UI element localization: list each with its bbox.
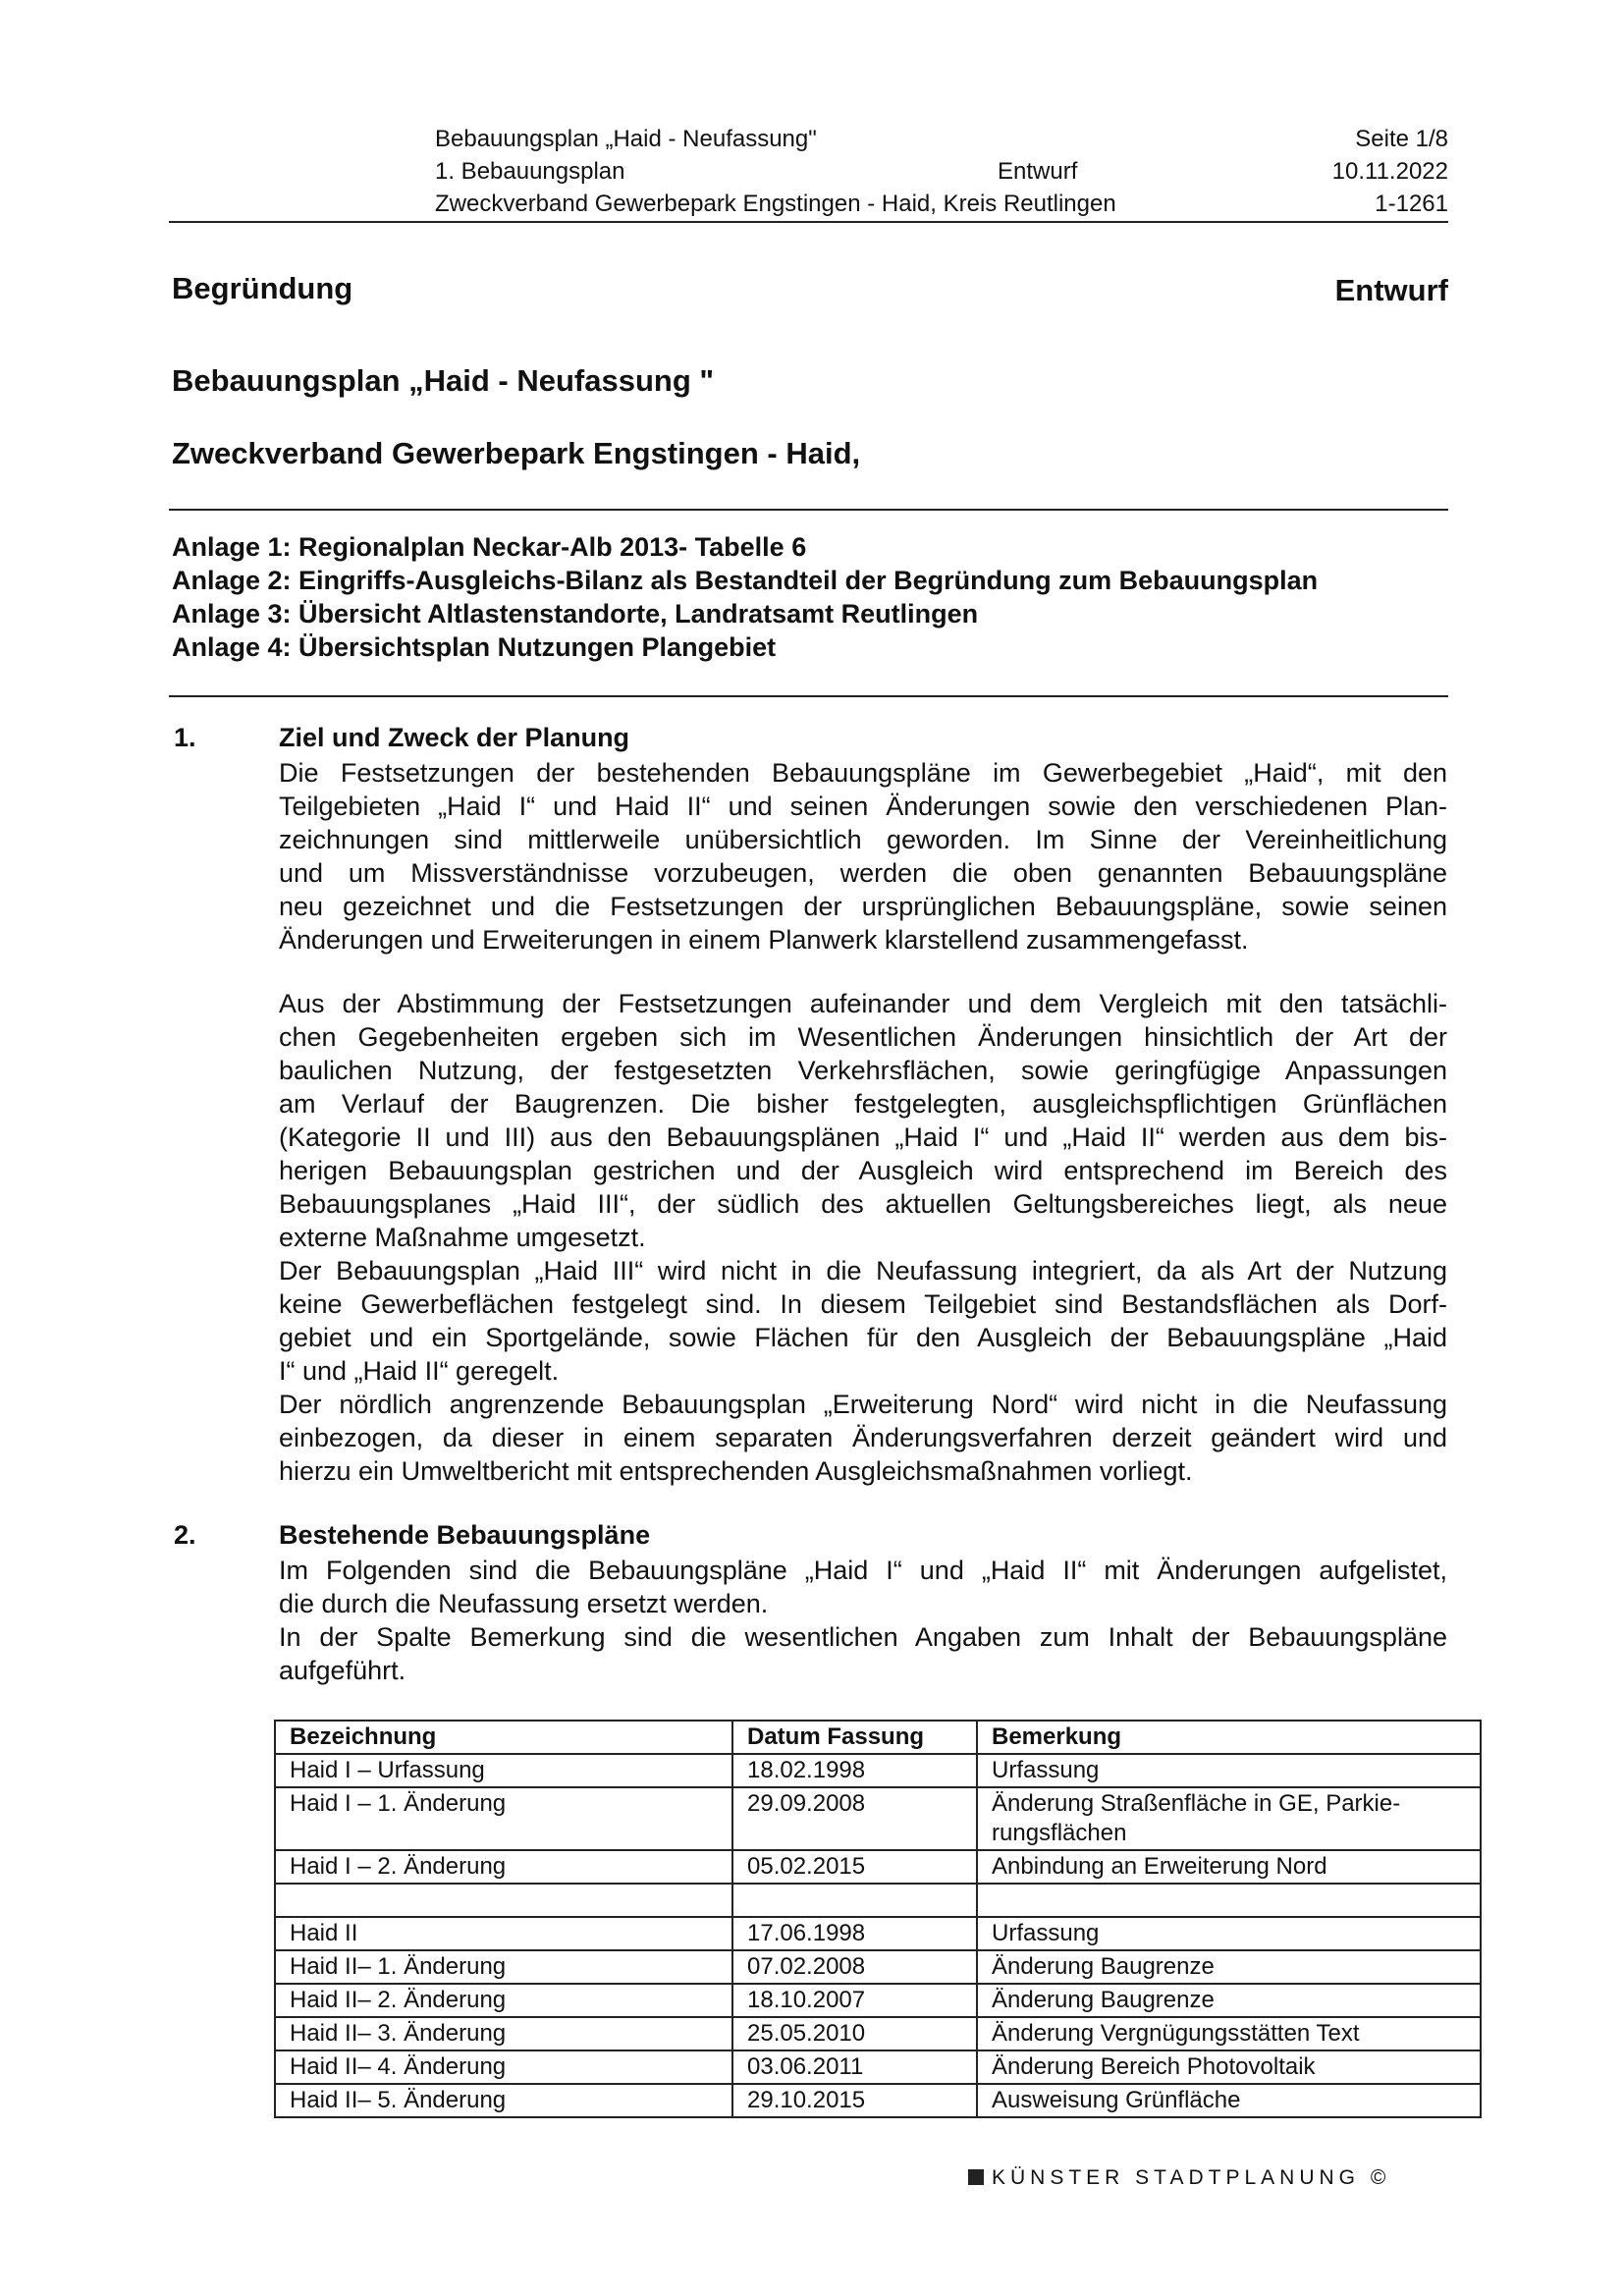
table-cell: 05.02.2015 — [732, 1850, 977, 1884]
text-line: hierzu ein Umweltbericht mit entsprechenden Ausgleichsmaßnahmen vorliegt. — [279, 1456, 1193, 1486]
paragraph — [279, 1388, 1447, 1488]
table-cell: Änderung Straßenfläche in GE, Parkie- rungsflächen — [977, 1787, 1481, 1850]
doc-type-title: Begründung — [172, 271, 353, 305]
table-cell: Haid II– 3. Änderung — [275, 2017, 732, 2050]
table-cell: Haid II– 4. Änderung — [275, 2050, 732, 2084]
table-cell: Haid I – 1. Änderung — [275, 1787, 732, 1850]
table-cell: Haid II– 2. Änderung — [275, 1984, 732, 2017]
text-line: einbezogen, da dieser in einem separaten Änderungsverfahren derzeit geändert wird und — [279, 1423, 1447, 1452]
header-plan-title: Bebauungsplan „Haid - Neufassung" — [435, 126, 817, 152]
table-header-row — [275, 1721, 1481, 1754]
text-line: und um Missverständnisse vorzubeugen, werden die oben genannten Bebauungspläne — [279, 858, 1447, 888]
page-header — [435, 123, 1448, 220]
table-row — [275, 1787, 1481, 1850]
paragraph — [279, 987, 1447, 1254]
column-header: Bemerkung — [977, 1721, 1481, 1754]
table-cell: Haid I – Urfassung — [275, 1754, 732, 1787]
text-line: Aus der Abstimmung der Festsetzungen aufeinander und dem Vergleich mit den tatsächli- — [279, 989, 1447, 1018]
square-bullet-icon — [968, 2169, 984, 2185]
header-project-number: 1-1261 — [1375, 191, 1448, 217]
paragraph — [279, 1620, 1447, 1687]
header-organization: Zweckverband Gewerbepark Engstingen - Haid, Kreis Reutlingen — [435, 191, 1116, 217]
attachment-item: Anlage 1: Regionalplan Neckar-Alb 2013- Tabelle 6 — [172, 532, 807, 562]
table-cell: Urfassung — [977, 1917, 1481, 1950]
text-line: Die Festsetzungen der bestehenden Bebauungspläne im Gewerbegebiet „Haid“, mit den — [279, 758, 1447, 788]
text-line: Bebauungsplanes „Haid III“, der südlich des aktuellen Geltungsbereiches liegt, als neue — [279, 1189, 1447, 1219]
table-cell: Änderung Vergnügungsstätten Text — [977, 2017, 1481, 2050]
table-row — [275, 1850, 1481, 1884]
paragraph — [279, 756, 1447, 957]
table-row — [275, 2084, 1481, 2117]
column-header: Bezeichnung — [275, 1721, 732, 1754]
footer-brand — [968, 2166, 1390, 2190]
table-cell: Haid I – 2. Änderung — [275, 1850, 732, 1884]
section-number: 1. — [174, 723, 196, 752]
text-line: keine Gewerbeflächen festgelegt sind. In diesem Teilgebiet sind Bestandsflächen als Dorf- — [279, 1289, 1447, 1319]
section-heading: Bestehende Bebauungspläne — [279, 1520, 651, 1550]
table-row — [275, 1984, 1481, 2017]
table-cell: 29.09.2008 — [732, 1787, 977, 1850]
table-row — [275, 1917, 1481, 1950]
table-cell: Haid II– 1. Änderung — [275, 1950, 732, 1984]
organization-title: Zweckverband Gewerbepark Engstingen - Haid, — [172, 436, 861, 470]
table-cell: 18.10.2007 — [732, 1984, 977, 2017]
attachments-divider — [169, 695, 1448, 697]
table-cell: 07.02.2008 — [732, 1950, 977, 1984]
paragraph — [279, 1554, 1447, 1620]
table-row — [275, 1884, 1481, 1917]
text-line: am Verlauf der Baugrenzen. Die bisher festgelegten, ausgleichspflichtigen Grünflächen — [279, 1089, 1447, 1119]
text-line: baulichen Nutzung, der festgesetzten Verkehrsflächen, sowie geringfügige Anpassungen — [279, 1056, 1447, 1085]
table-cell: Anbindung an Erweiterung Nord — [977, 1850, 1481, 1884]
text-line: I“ und „Haid II“ geregelt. — [279, 1356, 560, 1386]
text-line: neu gezeichnet und die Festsetzungen der ursprünglichen Bebauungspläne, sowie seinen — [279, 892, 1447, 921]
table-cell — [732, 1884, 977, 1917]
table-cell — [977, 1884, 1481, 1917]
text-line: aufgeführt. — [279, 1656, 406, 1685]
table-cell: Ausweisung Grünfläche — [977, 2084, 1481, 2117]
header-divider — [169, 221, 1448, 223]
doc-status-title: Entwurf — [1334, 273, 1448, 307]
text-line: Im Folgenden sind die Bebauungspläne „Haid I“ und „Haid II“ mit Änderungen aufgelistet, — [279, 1556, 1447, 1585]
table-cell: 03.06.2011 — [732, 2050, 977, 2084]
header-date: 10.11.2022 — [1331, 158, 1448, 185]
footer-text: KÜNSTER STADTPLANUNG © — [992, 2166, 1391, 2189]
text-line: Teilgebieten „Haid I“ und Haid II“ und seinen Änderungen sowie den verschiedenen Plan- — [279, 792, 1447, 821]
table-cell: 29.10.2015 — [732, 2084, 977, 2117]
attachment-item: Anlage 2: Eingriffs-Ausgleichs-Bilanz als Bestandteil der Begründung zum Bebauungsplan — [172, 566, 1319, 595]
attachments-list — [172, 530, 1318, 664]
titles-divider — [169, 509, 1448, 511]
header-status: Entwurf — [998, 158, 1078, 185]
text-line: Der nördlich angrenzende Bebauungsplan „Erweiterung Nord“ wird nicht in die Neufassung — [279, 1390, 1447, 1419]
table-row — [275, 1950, 1481, 1984]
text-line: In der Spalte Bemerkung sind die wesentlichen Angaben zum Inhalt der Bebauungspläne — [279, 1622, 1447, 1652]
table-cell: Änderung Bereich Photovoltaik — [977, 2050, 1481, 2084]
section-heading: Ziel und Zweck der Planung — [279, 723, 630, 752]
table-cell: 18.02.1998 — [732, 1754, 977, 1787]
column-header: Datum Fassung — [732, 1721, 977, 1754]
table-cell: 17.06.1998 — [732, 1917, 977, 1950]
table-cell: Änderung Baugrenze — [977, 1984, 1481, 2017]
text-line: die durch die Neufassung ersetzt werden. — [279, 1589, 769, 1618]
table-cell: Haid II– 5. Änderung — [275, 2084, 732, 2117]
section-number: 2. — [174, 1520, 196, 1550]
text-line: Der Bebauungsplan „Haid III“ wird nicht in die Neufassung integriert, da als Art der Nutzung — [279, 1256, 1447, 1285]
text-line: gebiet und ein Sportgelände, sowie Flächen für den Ausgleich der Bebauungspläne „Haid — [279, 1323, 1447, 1352]
text-line: zeichnungen sind mittlerweile unübersichtlich geworden. Im Sinne der Vereinheitlichung — [279, 825, 1447, 854]
text-line: Änderungen und Erweiterungen in einem Planwerk klarstellend zusammengefasst. — [279, 925, 1249, 955]
attachment-item: Anlage 3: Übersicht Altlastenstandorte, Landratsamt Reutlingen — [172, 599, 979, 629]
header-plan-stage: 1. Bebauungsplan — [435, 158, 625, 185]
table-cell: Urfassung — [977, 1754, 1481, 1787]
table-cell: Änderung Baugrenze — [977, 1950, 1481, 1984]
table-row — [275, 1754, 1481, 1787]
text-line: externe Maßnahme umgesetzt. — [279, 1223, 646, 1252]
header-page-number: Seite 1/8 — [1355, 126, 1448, 152]
plans-table — [274, 1720, 1482, 2118]
attachment-item: Anlage 4: Übersichtsplan Nutzungen Plangebiet — [172, 632, 777, 662]
paragraph — [279, 1254, 1447, 1388]
plan-title: Bebauungsplan „Haid - Neufassung " — [172, 363, 715, 398]
table-row — [275, 2050, 1481, 2084]
table-cell: Haid II — [275, 1917, 732, 1950]
text-line: chen Gegebenheiten ergeben sich im Wesentlichen Änderungen hinsichtlich der Art der — [279, 1022, 1447, 1052]
text-line: herigen Bebauungsplan gestrichen und der Ausgleich wird entsprechend im Bereich des — [279, 1156, 1447, 1185]
text-line: (Kategorie II und III) aus den Bebauungsplänen „Haid I“ und „Haid II“ werden aus dem bis- — [279, 1122, 1447, 1152]
table-cell: 25.05.2010 — [732, 2017, 977, 2050]
table-cell — [275, 1884, 732, 1917]
table-row — [275, 2017, 1481, 2050]
